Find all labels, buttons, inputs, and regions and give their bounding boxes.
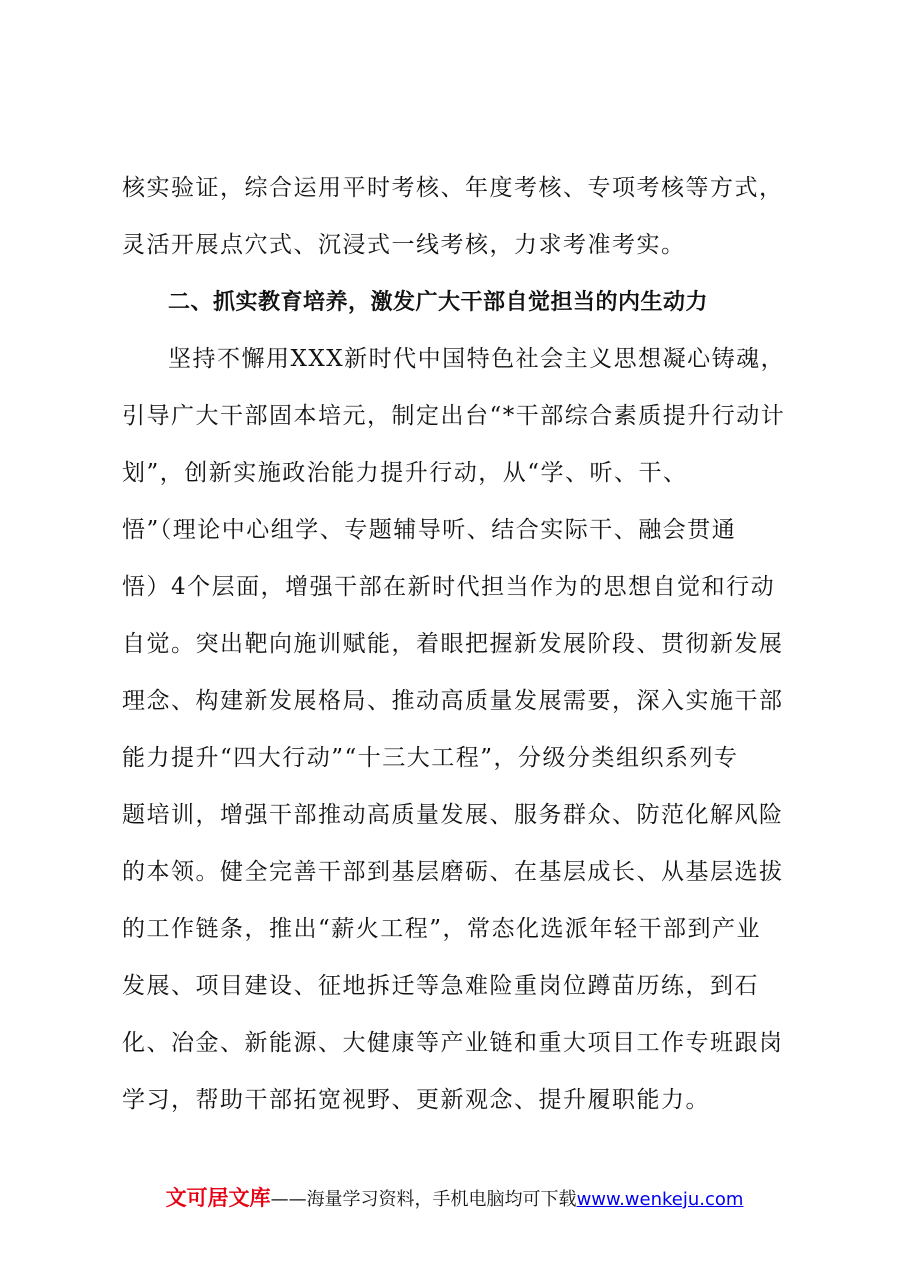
body-line: 发展、项目建设、征地拆迁等急难险重岗位蹲苗历练，到石 (122, 973, 759, 999)
body-line: 引导广大干部固本培元，制定出台“*干部综合素质提升行动计 (122, 403, 786, 429)
document-body (122, 160, 802, 1129)
body-line: 自觉。突出靶向施训赋能，着眼把握新发展阶段、贯彻新发展 (122, 631, 784, 657)
footer-tagline: ——海量学习资料，手机电脑均可下载 (270, 1189, 577, 1210)
body-line: 核实验证，综合运用平时考核、年度考核、专项考核等方式， (122, 175, 784, 201)
footer-website-link[interactable]: www.wenkeju.com (576, 1189, 744, 1210)
body-line: 灵活开展点穴式、沉浸式一线考核，力求考准考实。 (122, 232, 686, 258)
footer-brand: 文可居文库 (165, 1186, 271, 1210)
paragraph-first-line: 坚持不懈用XXX新时代中国特色社会主义思想凝心铸魂， (168, 346, 786, 372)
section-heading: 二、抓实教育培养，激发广大干部自觉担当的内生动力 (168, 290, 709, 315)
footer-banner (0, 1182, 909, 1212)
body-line: 划”，创新实施政治能力提升行动，从“学、听、干、 (122, 460, 688, 486)
body-line: 化、冶金、新能源、大健康等产业链和重大项目工作专班跟岗 (122, 1030, 784, 1056)
body-line: 理念、构建新发展格局、推动高质量发展需要，深入实施干部 (122, 688, 784, 714)
body-line: 题培训，增强干部推动高质量发展、服务群众、防范化解风险 (122, 802, 784, 828)
body-line: 悟）4个层面，增强干部在新时代担当作为的思想自觉和行动 (122, 574, 776, 600)
body-line: 的工作链条，推出“薪火工程”，常态化选派年轻干部到产业 (122, 916, 762, 942)
body-line: 悟”（理论中心组学、专题辅导听、结合实际干、融会贯通 (122, 517, 737, 543)
body-line: 学习，帮助干部拓宽视野、更新观念、提升履职能力。 (122, 1087, 710, 1113)
body-line: 能力提升“四大行动”“十三大工程”，分级分类组织系列专 (122, 745, 739, 771)
body-line: 的本领。健全完善干部到基层磨砺、在基层成长、从基层选拔 (122, 859, 784, 885)
